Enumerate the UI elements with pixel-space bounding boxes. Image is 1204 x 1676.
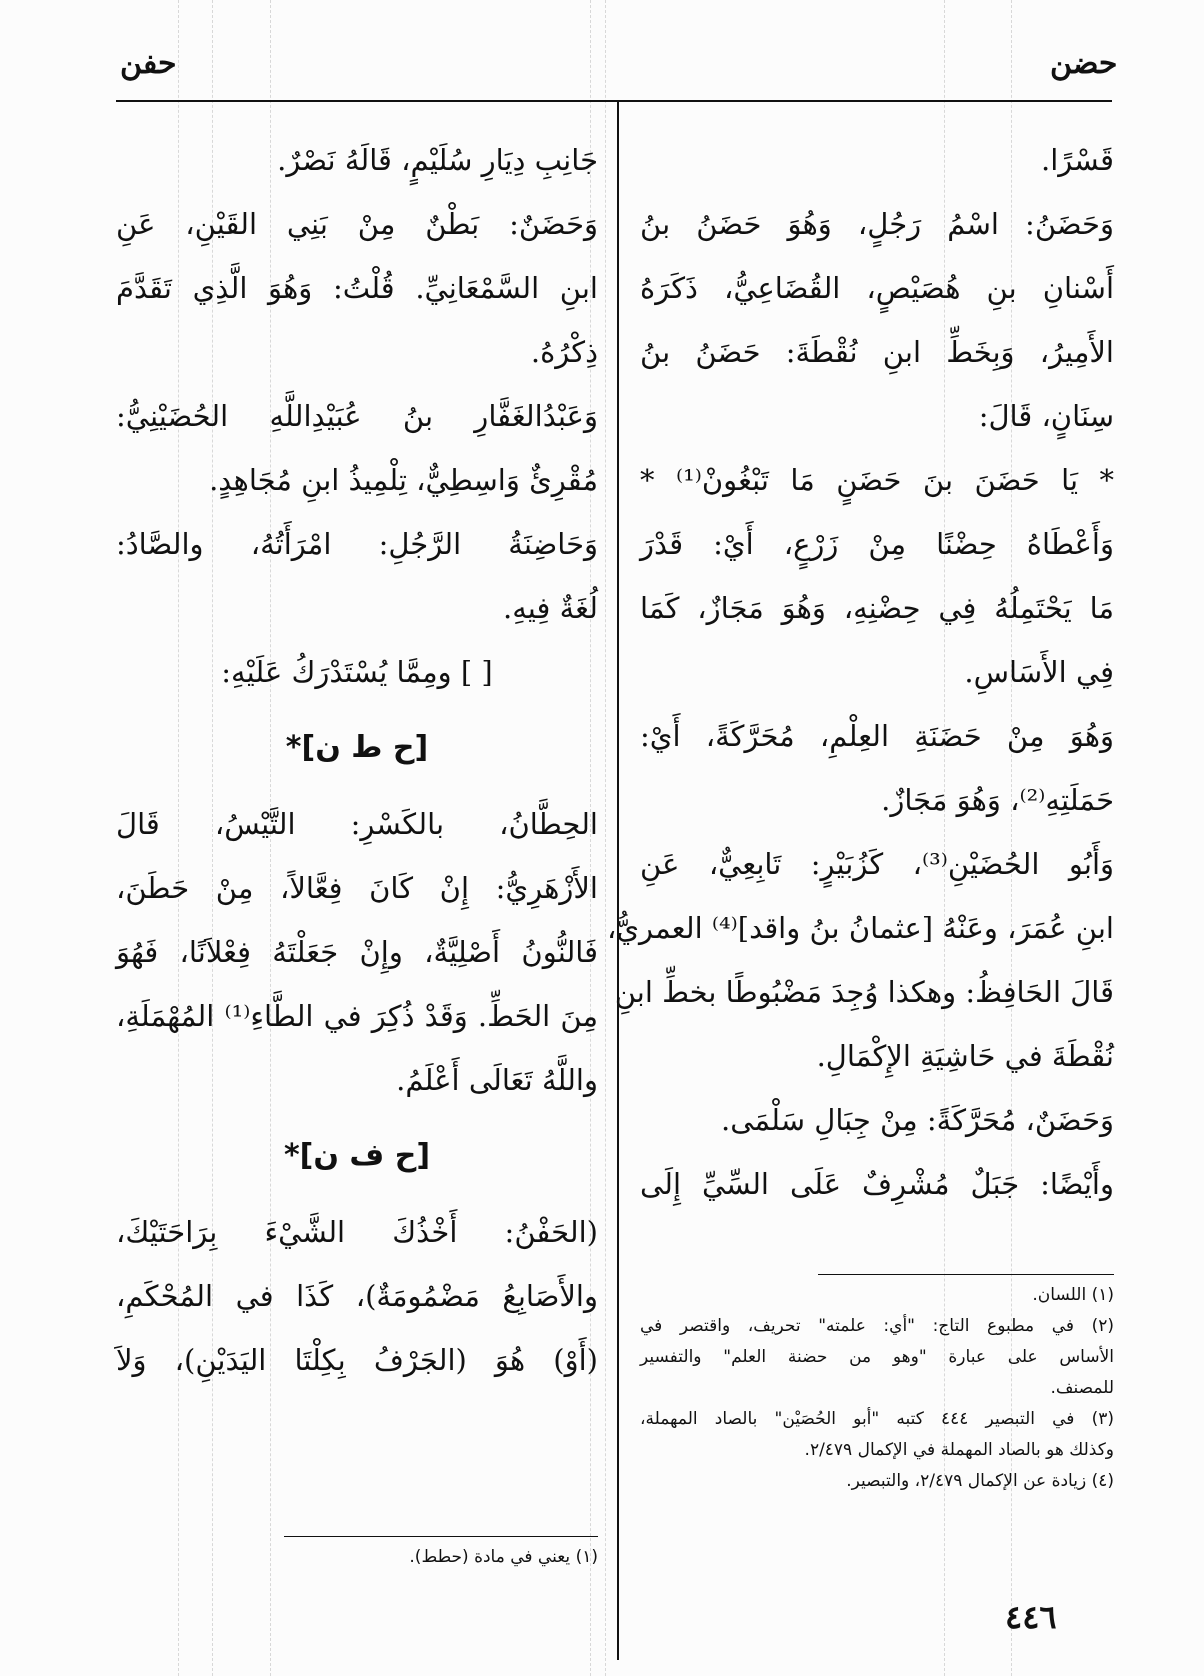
footnote-rule xyxy=(284,1536,598,1537)
footnote: (٢) في مطبوع التاج: "أي: علمته" تحريف، واقتصر في xyxy=(640,1316,1114,1336)
text-line: وَأَعْطَاهُ حِضْنًا مِنْ زَرْعٍ، أَيْ: قَدْرَ xyxy=(640,527,1114,561)
footnote: (١) اللسان. xyxy=(1032,1285,1114,1305)
text-line: وَعَبْدُالغَفَّارِ بنُ عُبَيْدِاللَّهِ الحُضَيْنِيُّ: xyxy=(116,399,598,433)
footnote: وكذلك هو بالصاد المهملة في الإكمال ٢/٤٧٩. xyxy=(804,1440,1114,1460)
text-line: (الحَفْنُ: أَخْذُكَ الشَّيْءَ بِرَاحَتَيْكَ، xyxy=(116,1215,598,1249)
text-line: نُقْطَةَ في حَاشِيَةِ الإِكْمَالِ. xyxy=(816,1039,1114,1073)
text-line: الأَزْهَرِيُّ: إِنْ كَانَ فِعَّالاً، مِنْ حَطَنَ، xyxy=(116,871,598,905)
footnote: (١) يعني في مادة (حطط). xyxy=(409,1547,598,1567)
text-line: وَحَضَنٌ: بَطْنٌ مِنْ بَنِي القَيْنِ، عَنِ xyxy=(116,207,598,241)
footnote: (٤) زيادة عن الإكمال ٢/٤٧٩، والتبصير. xyxy=(846,1471,1114,1491)
text-line: أَسْنانِ بنِ هُصَيْصٍ، القُضَاعِيُّ، ذَكَرَهُ xyxy=(640,271,1114,305)
text-line: حَمَلَتِهِ⁽²⁾، وَهُوَ مَجَازٌ. xyxy=(881,783,1114,817)
text-line: ابنِ السَّمْعَانِيِّ. قُلْتُ: وَهُوَ الَّذِي تَقَدَّمَ xyxy=(116,271,598,305)
text-line: والأَصَابِعُ مَضْمُومَةٌ)، كَذَا في المُحْكَمِ، xyxy=(116,1279,598,1313)
text-line: وَحَضَنُ: اسْمُ رَجُلٍ، وَهُوَ حَضَنُ بنُ xyxy=(640,207,1114,241)
text-line: ذِكْرُهُ. xyxy=(530,335,598,369)
scan-guide-line xyxy=(605,0,606,1676)
running-head-left: حفن xyxy=(120,46,177,81)
left-column xyxy=(116,128,598,1392)
footnote: للمصنف. xyxy=(1050,1378,1114,1398)
right-column xyxy=(606,128,1114,1216)
text-line: لُغَةٌ فِيهِ. xyxy=(503,591,598,625)
text-line: وَحَاضِنَةُ الرَّجُلِ: امْرَأَتُهُ، والصَّادُ: xyxy=(116,527,598,561)
right-footnotes xyxy=(640,1280,1114,1497)
text-line: (أَوْ) هُوَ (الجَرْفُ بِكِلْتَا اليَدَيْنِ)، وَلاَ xyxy=(116,1343,598,1377)
footnote: الأساس على عبارة "وهو من حضنة العلم" والتفسير xyxy=(640,1347,1114,1367)
text-line: مُقْرِئٌ وَاسِطِيٌّ، تِلْمِيذُ ابنِ مُجَاهِدٍ. xyxy=(209,463,598,497)
column-divider xyxy=(617,100,619,1660)
footnote: (٣) في التبصير ٤٤٤ كتبه "أبو الحُصَيْن" بالصاد المهملة، xyxy=(640,1409,1114,1429)
text-line: ابنِ عُمَرَ، وعَنْهُ [عثمانُ بنُ واقد]⁽⁴⁾ العمريُّ، xyxy=(606,911,1114,945)
text-line: فَالنُّونُ أَصْلِيَّةٌ، وإِنْ جَعَلْتَهُ فِعْلاَنًا، فَهُوَ xyxy=(116,935,598,969)
text-line: قَالَ الحَافِظُ: وهكذا وُجِدَ مَضْبُوطًا بخطِّ ابنِ xyxy=(614,975,1114,1009)
text-line: الأَمِيرُ، وَبِخَطِّ ابنِ نُقْطَةَ: حَضَنُ بنُ xyxy=(640,335,1114,369)
text-line: وَهُوَ مِنْ حَضَنَةِ العِلْمِ، مُحَرَّكَةً، أَيْ: xyxy=(640,719,1114,753)
addendum-marker: [ ] ومِمَّا يُسْتَدْرَكُ عَلَيْهِ: xyxy=(221,655,493,689)
left-footnotes xyxy=(116,1542,598,1573)
text-line: مَا يَحْتَمِلُهُ فِي حِضْنِهِ، وَهُوَ مَجَازٌ، كَمَا xyxy=(640,591,1114,625)
text-line: واللَّهُ تَعَالَى أَعْلَمُ. xyxy=(396,1063,598,1097)
text-line: سِنَانٍ، قَالَ: xyxy=(978,399,1114,433)
verse-line: * يَا حَضَنَ بنَ حَضَنٍ مَا تَبْغُونْ⁽¹⁾ * xyxy=(640,463,1114,497)
entry-heading: [ح ف ن]* xyxy=(283,1138,431,1173)
running-head-right: حضن xyxy=(1050,46,1118,81)
text-line: قَسْرًا. xyxy=(1040,143,1114,177)
footnote-rule xyxy=(818,1274,1114,1275)
text-line: مِنَ الحَطِّ. وَقَدْ ذُكِرَ في الطَّاءِ⁽¹⁾ المُهْمَلَةِ، xyxy=(116,999,598,1033)
text-line: فِي الأَسَاسِ. xyxy=(964,655,1114,689)
text-line: جَانِبِ دِيَارِ سُلَيْمٍ، قَالَهُ نَصْرٌ. xyxy=(277,143,598,177)
text-line: الحِطَّانُ، بالكَسْرِ: التَّيْسُ، قَالَ xyxy=(116,807,598,841)
page-number: ٤٤٦ xyxy=(1005,1598,1057,1636)
text-line: وَأَبُو الحُضَيْنِ⁽³⁾، كَزُبَيْرٍ: تَابِعِيٌّ، عَنِ xyxy=(640,847,1114,881)
header-rule xyxy=(116,100,1112,102)
entry-heading: [ح ط ن]* xyxy=(285,730,429,765)
text-line: وَحَضَنٌ، مُحَرَّكَةً: مِنْ جِبَالِ سَلْمَى. xyxy=(720,1103,1114,1137)
text-line: وأَيْضًا: جَبَلٌ مُشْرِفٌ عَلَى السِّيِّ إِلَى xyxy=(640,1167,1114,1201)
